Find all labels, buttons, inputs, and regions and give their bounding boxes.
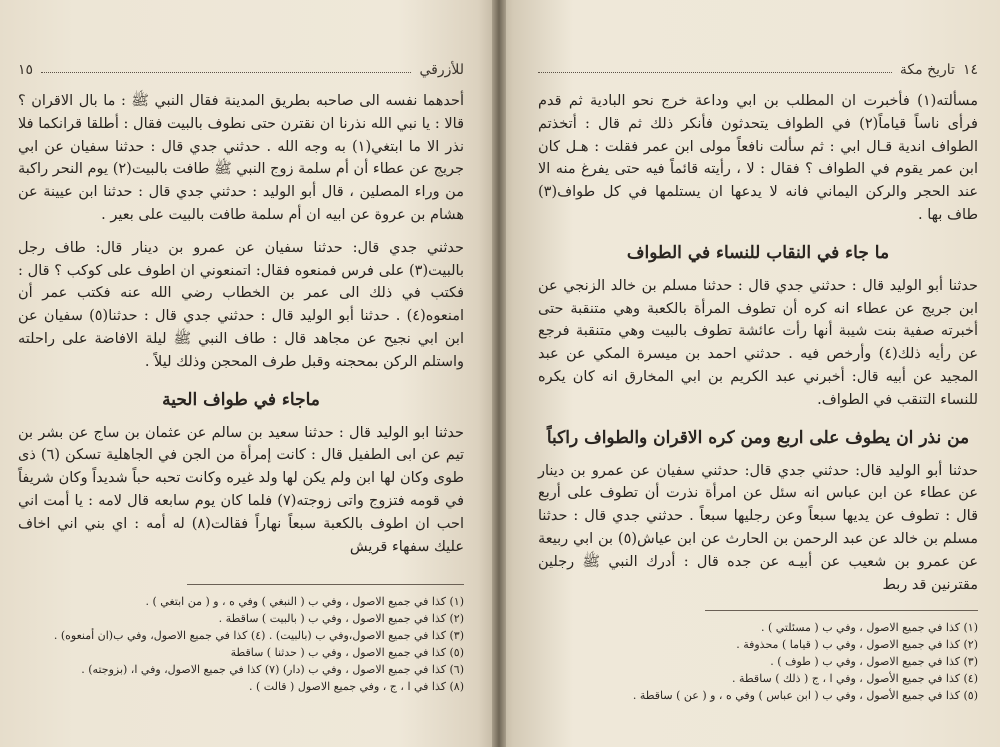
footnote: (٣) كذا في جميع الاصول ، وفي ب ( طوف ) . [770, 655, 978, 669]
footnote: (١) كذا في جميع الاصول ، وفي ب ( النبغي ) وفي ه ، و ( من ابتغي ) . [145, 595, 464, 609]
footnote: (٢) كذا في جميع الاصول ، وفي ب ( بالبيت ) ساقطة . [218, 612, 464, 626]
header-rule [538, 71, 892, 73]
left-page-header [18, 62, 464, 78]
footnote: (٦) كذا في جميع الاصول ، وفي ب (دار) (٧) كذا في جميع الاصول، وفي ا، (بزوجته) . [81, 663, 464, 677]
section-heading: ماجاء في طواف الحية [162, 389, 320, 410]
body-paragraph: حدثنا أبو الوليد قال: حدثني جدي قال: حدثني سفيان عن عمرو بن دينار عن عطاء عن ابن عباس انه سئل عن امرأة نذرت أن تطوف على أربع قال : تطوف عن يديها سبعاً وعن رجليها سبعاً . حدثني جدي قال : حدثنا مسلم بن خالد عن عبد الرحمن بن الحارث عن ابن عياش(٥) بن ابي ربيعة عن عمرو بن شعيب عن أبيـه عن جده قال : أدرك النبي ﷺ رجلين مقترنين قد ربط [538, 462, 979, 593]
footnote: (٤) كذا في جميع الأصول ، وفي ا ، ج ( ذلك ) ساقطة . [732, 672, 978, 686]
section-heading: ما جاء في النقاب للنساء في الطواف [626, 242, 890, 263]
section-heading: من نذر ان يطوف على اربع ومن كره الاقران والطواف راكباً [546, 427, 970, 448]
body-paragraph: حدثنا أبو الوليد قال : حدثني جدي قال : حدثنا مسلم بن خالد الزنجي عن ابن جريج عن عطاء انه كره أن تطوف المرأة بالكعبة وهي متنقبة حتى أخبرته صفية بنت شيبة أنها رأت عائشة تطوف بالبيت وهي متنقبة فرجع عن رأيه ذلك(٤) وأرخص فيه . حدثني احمد بن ميسرة المكي عن عبد المجيد عن أبيه قال: أخبرني عبد الكريم بن ابي المخارق انه كان يكره للنساء التنقب في الطواف. [538, 277, 978, 408]
footnote: (٢) كذا في جميع الاصول ، وفي ب ( قياما ) محذوفة . [736, 638, 978, 652]
body-paragraph: حدثنا ابو الوليد قال : حدثنا سعيد بن سالم عن عثمان بن ساج عن بشر بن تيم عن ابى الطفيل قال : كانت إمرأة من الجن في الجاهلية تسكن (٦) ذى طوى وكان لها ابن ولم يكن لها ولد غيره وكانت تحبه حباً شديداً وكان شريفاً في قومه فتزوج واتى زوجته(٧) فلما كان يوم سابعه قال لامه : يا أمت اني احب ان اطوف بالكعبة سبعاً نهاراً فقالت(٨) له أمه : اي بني اني اخاف عليك سفهاء قريش [18, 424, 465, 555]
footnote: (١) كذا في جميع الاصول ، وفي ب ( مسئلتي ) . [760, 621, 978, 635]
footnotes [632, 610, 978, 704]
header-rule [41, 71, 411, 73]
right-page-header [538, 62, 978, 78]
footnote: (٥) كذا في جميع الاصول ، وفي ب ( حدثنا ) ساقطة [230, 646, 464, 660]
running-title: تاريخ مكة [899, 62, 955, 78]
book-gutter [492, 0, 506, 747]
page-number: ١٥ [18, 62, 34, 78]
footnote: (٣) كذا في جميع الاصول،وفي ب (بالبيت) . (٤) كذا في جميع الاصول، وفي ب(ان أمنعوه) . [53, 629, 464, 643]
body-paragraph: أحدهما نفسه الى صاحبه بطريق المدينة فقال النبي ﷺ : ما بال الاقران ؟ قالا : يا نبي الله نذرنا ان نقترن حتى نطوف بالبيت فقال : أطلقا قرانكما فلا نذر الا ما ابتغي(١) به وجه الله . حدثني جدي قال : حدثنا سفيان عن ابي جريج عن عطاء أن أم سلمة زوج النبي ﷺ طافت بالبيت(٢) يوم النحر راكبة من وراء المصلين ، قال أبو الوليد : حدثني جدي قال : حدثنا ابن عيينة عن هشام بن عروة عن ابيه ان أم سلمة طافت بالبيت على بعير . [18, 93, 464, 223]
left-page [0, 0, 498, 747]
footnote: (٨) كذا في ا ، ج ، وفي جميع الاصول ( قالت ) . [249, 680, 464, 694]
body-paragraph: حدثني جدي قال: حدثنا سفيان عن عمرو بن دينار قال: طاف رجل بالبيت(٣) على فرس فمنعوه فقال: اتمنعوني ان اطوف على كوكب ؟ قال : فكتب في ذلك الى عمر بن الخطاب رضي الله عنه فكتب عمر أن امنعوه(٤) . حدثنا أبو الوليد قال : حدثني جدي قال : حدثنا(٥) سفيان عن ابن ابي نجيح عن مجاهد قال : طاف النبي ﷺ ليلة الافاضة على راحلته واستلم الركن بمحجنه وقبل طرف المحجن وذلك ليلاً . [18, 239, 464, 370]
body-paragraph: مسألته(١) فأخبرت ان المطلب بن ابي وداعة خرج نحو البادية ثم قدم فرأى ناساً قياماً(٢) في الطواف يتحدثون فأنكر ذلك ثم قال : أتخذتم الطواف اندية قـال ابي : ثم سألت نافعاً مولى ابن عمر فقلت : هـل كان ابن عمر يقوم في الطواف ؟ فقال : لا ، رأيته قائماً فيه حتى يفرغ منه الا عند الحجر والركن اليماني فانه لا يدعها ان يستلمها في كل طواف(٣) طاف بها . [538, 93, 978, 223]
page-number: ١٤ [962, 62, 978, 78]
running-title: للأزرقي [419, 62, 464, 78]
footnotes [53, 584, 464, 695]
right-page [498, 0, 1000, 747]
footnote: (٥) كذا في جميع الأصول ، وفي ب ( ابن عباس ) وفي ه ، و ( عن ) ساقطة . [632, 689, 978, 703]
